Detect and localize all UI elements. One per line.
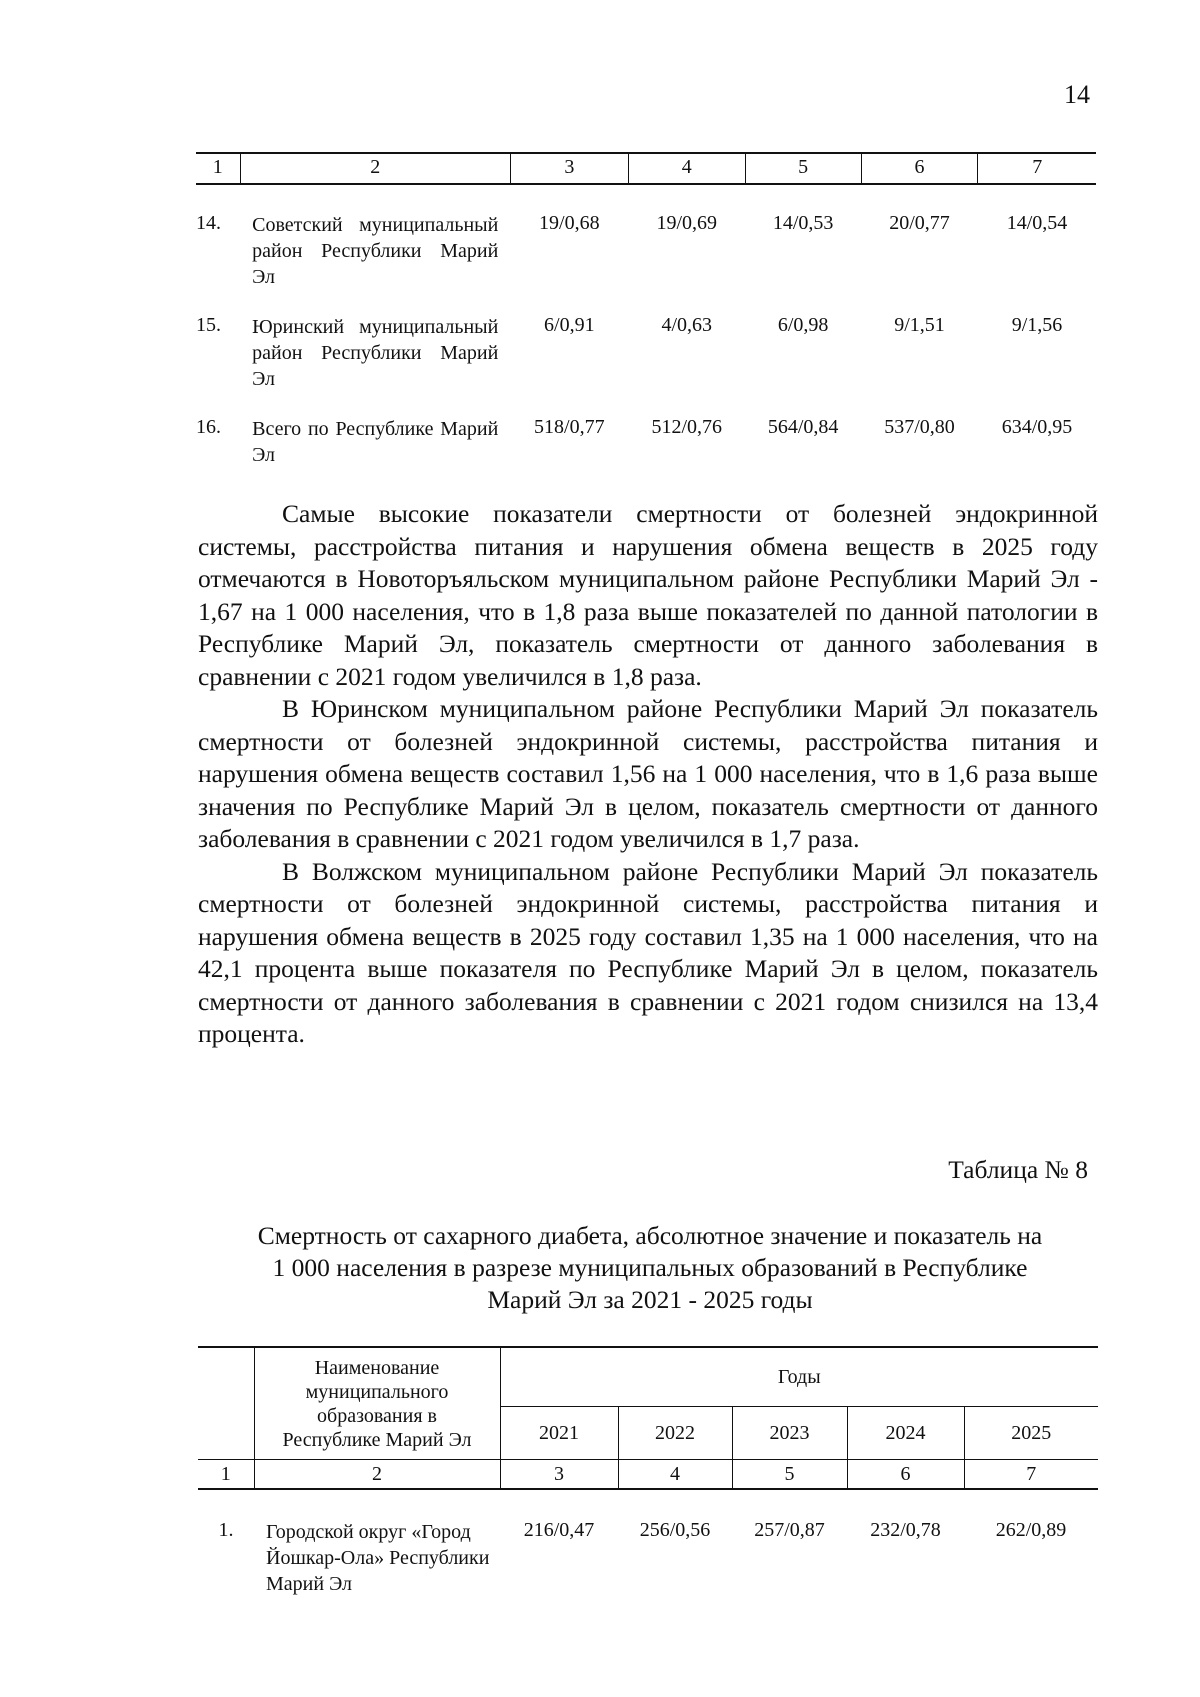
municipality-name: Советский муниципальный район Республики Марий Эл [252,214,499,288]
paragraph: В Юринском муниципальном районе Республики Марий Эл показатель смертности от болезней эндокринной системы, расстройства питания и нарушения обмена веществ составил 1,56 на 1 000 населения, что в 1,6 раза выше значения по Республике Марий Эл в целом, показатель смертности от данного заболевания в сравнении с 2021 годом увеличился в 1,7 раза. [198,694,1098,853]
value-cell: 6/0,98 [777,314,829,336]
value-cell: 4/0,63 [661,314,713,336]
value-cell: 512/0,76 [651,416,723,438]
year-header: 2023 [732,1407,847,1460]
value-cell: 564/0,84 [767,416,839,438]
page-number: 14 [1064,80,1090,109]
value-cell: 216/0,47 [523,1519,595,1541]
value-cell: 9/1,56 [1011,314,1063,336]
col-number: 7 [964,1460,1098,1490]
row-number: 14. [196,212,221,234]
municipality-name: Городской округ «Город Йошкар-Ола» Республики Марий Эл [266,1521,490,1595]
paragraph: Самые высокие показатели смертности от болезней эндокринной системы, расстройства питания и нарушения обмена веществ в 2025 году отмечаются в Новоторъяльском муниципальном районе Республики Марий Эл - 1,67 на 1 000 населения, что в 1,8 раза выше показателей по данной патологии в Республике Марий Эл, показатель смертности от данного заболевания в сравнении с 2021 годом увеличился в 1,8 раза. [198,499,1098,691]
name-column-header: Наименование муниципального образования в Республике Марий Эл [254,1347,500,1460]
col-number: 6 [847,1460,964,1490]
col-number: 4 [618,1460,732,1490]
table-row [196,212,1096,290]
diabetes-mortality-table [198,1346,1098,1597]
row-number: 1. [218,1519,234,1541]
body-text [198,498,1098,1051]
value-cell: 518/0,77 [534,416,605,438]
col-number: 6 [861,153,978,184]
column-number-row [198,1460,1098,1490]
col-number: 1 [198,1460,254,1490]
col-number: 4 [628,153,745,184]
value-cell: 262/0,89 [995,1519,1067,1541]
col-number: 7 [978,153,1096,184]
municipality-name: Всего по Республике Марий Эл [252,418,499,466]
value-cell: 537/0,80 [884,416,955,438]
value-cell: 9/1,51 [894,314,945,336]
table-row [196,416,1096,468]
row-number: 16. [196,416,221,438]
col-number: 5 [745,153,861,184]
col-number: 5 [732,1460,847,1490]
column-number-row [196,153,1096,184]
municipality-name: Юринский муниципальный район Республики Марий Эл [252,316,499,390]
value-cell: 19/0,69 [656,212,718,234]
value-cell: 634/0,95 [1001,416,1073,438]
value-cell: 20/0,77 [889,212,950,234]
row-number: 15. [196,314,221,336]
col-number: 2 [240,153,510,184]
col-number: 2 [254,1460,500,1490]
year-header: 2022 [618,1407,732,1460]
value-cell: 19/0,68 [539,212,600,234]
table-caption: Смертность от сахарного диабета, абсолютное значение и показатель на 1 000 населения в разрезе муниципальных образований в Республике Марий Эл за 2021 - 2025 годы [257,1221,1043,1314]
paragraph: В Волжском муниципальном районе Республики Марий Эл показатель смертности от болезней эндокринной системы, расстройства питания и нарушения обмена веществ в 2025 году составил 1,35 на 1 000 населения, что на 42,1 процента выше показателя по Республике Марий Эл в целом, показатель смертности от данного заболевания в сравнении с 2021 годом снизился на 13,4 процента. [198,856,1098,1048]
value-cell: 232/0,78 [870,1519,941,1541]
year-header: 2021 [500,1407,618,1460]
value-cell: 6/0,91 [544,314,595,336]
header-row [198,1347,1098,1407]
col-number: 1 [196,153,240,184]
value-cell: 256/0,56 [639,1519,711,1541]
value-cell: 14/0,53 [772,212,834,234]
table-label: Таблица № 8 [948,1155,1088,1184]
years-header: Годы [500,1347,1098,1407]
year-header: 2024 [847,1407,964,1460]
table-row [196,314,1096,392]
col-number: 3 [500,1460,618,1490]
value-cell: 257/0,87 [754,1519,825,1541]
col-number: 3 [510,153,628,184]
year-header: 2025 [964,1407,1098,1460]
value-cell: 14/0,54 [1006,212,1068,234]
table-row [198,1519,1098,1597]
table-continuation [196,152,1096,468]
